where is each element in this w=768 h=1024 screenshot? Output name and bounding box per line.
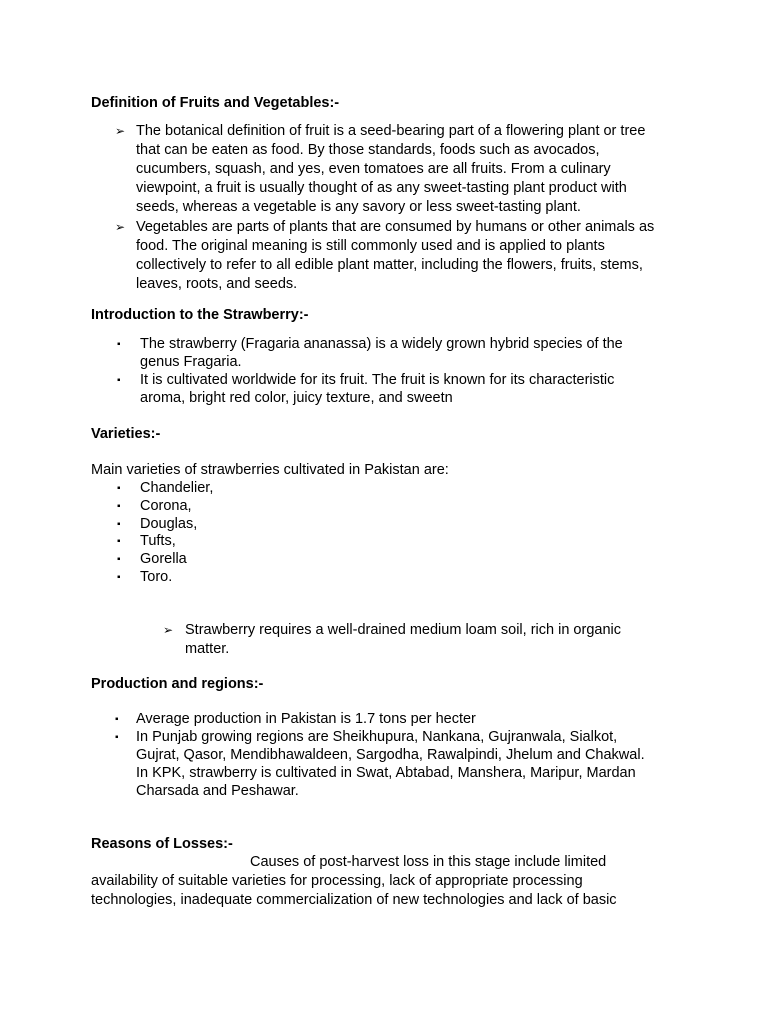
production-bullet-2-line-1: In Punjab growing regions are Sheikhupura, Nankana, Gujranwala, Sialkot, [136,729,618,745]
production-bullet-2-line-2: Gujrat, Qasor, Mendibhawaldeen, Sargodha, Rawalpindi, Jhelum and Chakwal. [136,747,645,763]
square-bullet-icon: ▪ [115,714,119,725]
introduction-bullet-2-line-2: aroma, bright red color, juicy texture, and sweetn [140,390,453,406]
variety-item: Gorella [140,551,187,567]
variety-item: Tufts, [140,533,176,549]
soil-note-line-2: matter. [185,641,230,657]
square-bullet-icon: ▪ [117,483,121,494]
definition-bullet-1-line-5: seeds, whereas a vegetable is any savory or less sweet-tasting plant. [136,199,581,215]
definition-bullet-2-line-2: food. The original meaning is still commonly used and is applied to plants [136,238,605,254]
losses-paragraph-line-1: Causes of post-harvest loss in this stage include limited [250,854,607,870]
definition-bullet-2-line-1: Vegetables are parts of plants that are consumed by humans or other animals as [136,219,655,235]
definition-bullet-1-line-4: viewpoint, a fruit is usually thought of as any sweet-tasting plant product with [136,180,627,196]
arrow-bullet-icon: ➢ [115,220,126,234]
production-bullet-1: Average production in Pakistan is 1.7 tons per hecter [136,711,476,727]
introduction-bullet-2-line-1: It is cultivated worldwide for its fruit. The fruit is known for its characteristic [140,372,615,388]
variety-item: Chandelier, [140,480,214,496]
square-bullet-icon: ▪ [117,519,121,530]
square-bullet-icon: ▪ [117,339,121,350]
definition-bullet-1-line-3: cucumbers, squash, and yes, even tomatoes are all fruits. From a culinary [136,161,611,177]
losses-paragraph-line-2: availability of suitable varieties for processing, lack of appropriate processing [91,873,583,889]
soil-note-line-1: Strawberry requires a well-drained medium loam soil, rich in organic [185,622,621,638]
varieties-heading: Varieties:- [91,426,161,442]
definition-bullet-2-line-3: collectively to refer to all edible plant matter, including the flowers, fruits, stems, [136,257,643,273]
square-bullet-icon: ▪ [117,501,121,512]
introduction-bullet-1-line-2: genus Fragaria. [140,354,242,370]
square-bullet-icon: ▪ [117,554,121,565]
arrow-bullet-icon: ➢ [163,623,174,637]
introduction-heading: Introduction to the Strawberry:- [91,307,309,323]
production-bullet-2-line-4: Charsada and Peshawar. [136,783,299,799]
definition-bullet-1-line-1: The botanical definition of fruit is a seed-bearing part of a flowering plant or tree [136,123,646,139]
definition-bullet-2-line-4: leaves, roots, and seeds. [136,276,298,292]
definition-bullet-1-line-2: that can be eaten as food. By those standards, foods such as avocados, [136,142,600,158]
production-bullet-2-line-3: In KPK, strawberry is cultivated in Swat, Abtabad, Manshera, Maripur, Mardan [136,765,636,781]
introduction-bullet-1-line-1: The strawberry (Fragaria ananassa) is a widely grown hybrid species of the [140,336,623,352]
production-heading: Production and regions:- [91,676,264,692]
arrow-bullet-icon: ➢ [115,124,126,138]
definition-heading: Definition of Fruits and Vegetables:- [91,95,340,111]
losses-paragraph-line-3: technologies, inadequate commercialization of new technologies and lack of basic [91,892,617,908]
variety-item: Corona, [140,498,192,514]
varieties-intro: Main varieties of strawberries cultivated in Pakistan are: [91,462,449,478]
variety-item: Douglas, [140,516,198,532]
square-bullet-icon: ▪ [117,572,121,583]
square-bullet-icon: ▪ [117,375,121,386]
losses-heading: Reasons of Losses:- [91,836,233,852]
variety-item: Toro. [140,569,173,585]
square-bullet-icon: ▪ [115,732,119,743]
square-bullet-icon: ▪ [117,536,121,547]
